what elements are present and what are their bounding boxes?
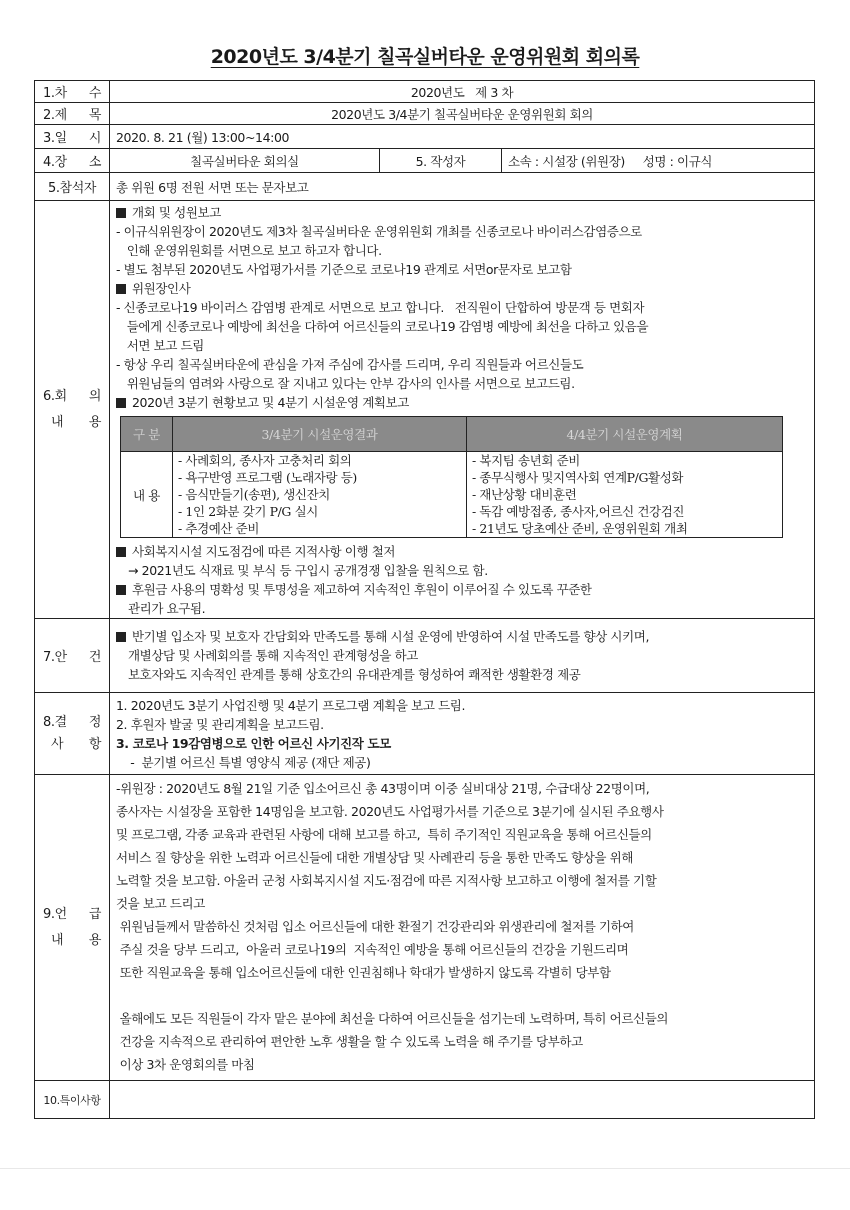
section-greeting-line: 위원님들의 염려와 사랑으로 잘 지내고 있다는 안부 감사의 인사를 서면으로 보고드림. <box>116 376 575 391</box>
decision-item: 3. 코로나 19감염병으로 인한 어르신 사기진작 도모 <box>116 735 391 751</box>
result-item: - 음식만들기(송편), 생신잔치 <box>178 487 330 502</box>
remark-line: 것을 보고 드리고 <box>116 896 205 911</box>
value-remarks <box>110 775 815 1081</box>
label-decisions: 8.결 정 사 항 <box>35 693 110 775</box>
value-subject: 2020년도 3/4분기 칠곡실버타운 운영위원회 회의 <box>110 103 815 125</box>
row-place <box>35 149 815 173</box>
header-plans: 4/4분기 시설운영계획 <box>467 417 783 452</box>
section-donation-line: 관리가 요구됨. <box>128 601 206 616</box>
row-session <box>35 81 815 103</box>
square-bullet-icon <box>116 585 126 595</box>
remark-line: 서비스 질 향상을 위한 노력과 어르신들에 대한 개별상담 및 사례관리 등을 통한 만족도 향상을 위해 <box>116 850 634 865</box>
square-bullet-icon <box>116 632 126 642</box>
agenda-head: 반기별 입소자 및 보호자 간담회와 만족도를 통해 시설 운영에 반영하여 시설 만족도를 향상 시키며, <box>116 627 808 646</box>
agenda-line: 개별상담 및 사례회의를 통해 지속적인 관계형성을 하고 <box>128 648 418 663</box>
square-bullet-icon <box>116 208 126 218</box>
value-decisions <box>110 693 815 775</box>
row-subject <box>35 103 815 125</box>
square-bullet-icon <box>116 547 126 557</box>
operation-plan-row <box>121 452 783 538</box>
section-inspection-head: 사회복지시설 지도점검에 따른 지적사항 이행 철저 <box>116 542 808 561</box>
square-bullet-icon <box>116 284 126 294</box>
label-place: 4.장 소 <box>35 149 110 173</box>
remark-line: 위원님들께서 말씀하신 것처럼 입소 어르신들에 대한 환절기 건강관리와 위생관리에 철저를 기하여 <box>116 919 634 934</box>
value-session: 2020년도 제 3 차 <box>110 81 815 103</box>
operation-plan-table <box>120 416 783 538</box>
document-title: 2020년도 3/4분기 칠곡실버타운 운영위원회 회의록 <box>210 46 640 68</box>
agenda-line: 보호자와도 지속적인 관계를 통해 상호간의 유대관계를 형성하여 쾌적한 생활환경 제공 <box>128 667 581 682</box>
section-greeting-line: - 항상 우리 칠곡실버타운에 관심을 가져 주심에 감사를 드리며, 우리 직원들과 어르신들도 <box>116 357 584 372</box>
row-agenda <box>35 619 815 693</box>
remark-line: 올해에도 모든 직원들이 각자 맡은 분야에 최선을 다하여 어르신들을 섬기는데 노력하며, 특히 어르신들의 <box>116 1011 669 1026</box>
remark-line: 노력할 것을 보고함. 아울러 군청 사회복지시설 지도·점검에 따른 지적사항 보고하고 이행에 철저를 기할 <box>116 873 657 888</box>
section-greeting-line: 들에게 신종코로나 예방에 최선을 다하여 어르신들의 코로나19 감염병 예방에 최선을 다하고 있음을 <box>116 319 649 334</box>
section-inspection-line: → 2021년도 식재료 및 부식 등 구입시 공개경쟁 입찰을 원칙으로 함. <box>128 563 488 578</box>
minutes-table <box>34 80 815 1119</box>
remark-line: 주실 것을 당부 드리고, 아울러 코로나19의 지속적인 예방을 통해 어르신들의 건강을 기원드리며 <box>116 942 629 957</box>
row-key-content: 내 용 <box>121 452 173 538</box>
section-greeting-line: 서면 보고 드림 <box>116 338 204 353</box>
value-special <box>110 1081 815 1119</box>
row-decisions <box>35 693 815 775</box>
plan-item: - 복지팀 송년회 준비 <box>472 453 580 468</box>
section-greeting-line: - 신종코로나19 바이러스 감염병 관계로 서면으로 보고 합니다. 전직원이 단합하여 방문객 등 면회자 <box>116 300 645 315</box>
header-results: 3/4분기 시설운영결과 <box>173 417 467 452</box>
section-opening-line: - 이규식위원장이 2020년도 제3차 칠곡실버타운 운영위원회 개최를 신종코로나 바이러스감염증으로 <box>116 224 642 239</box>
value-agenda <box>110 619 815 693</box>
section-donation-head: 후원금 사용의 명확성 및 투명성을 제고하여 지속적인 후원이 이루어질 수 있도록 꾸준한 <box>116 580 808 599</box>
section-greeting-head: 위원장인사 <box>116 279 808 298</box>
remark-line: 및 프로그램, 각종 교육과 관련된 사항에 대해 보고를 하고, 특히 주기적인 직원교육을 통해 어르신들의 <box>116 827 652 842</box>
row-attendees <box>35 173 815 201</box>
result-item: - 사례회의, 종사자 고충처리 회의 <box>178 453 352 468</box>
operation-plan-header <box>121 417 783 452</box>
decision-item: 1. 2020년도 3분기 사업진행 및 4분기 프로그램 계획을 보고 드림. <box>116 697 466 713</box>
header-category: 구 분 <box>121 417 173 452</box>
value-attendees: 총 위원 6명 전원 서면 또는 문자보고 <box>110 173 815 201</box>
value-meeting <box>110 201 815 619</box>
remark-line: -위원장 : 2020년도 8월 21일 기준 입소어르신 총 43명이며 이중 실비대상 21명, 수급대상 22명이며, <box>116 781 650 796</box>
plan-item: - 종무식행사 및지역사회 연계P/G활성화 <box>472 470 684 485</box>
row-meeting <box>35 201 815 619</box>
label-date: 3.일 시 <box>35 125 110 149</box>
value-date: 2020. 8. 21 (월) 13:00~14:00 <box>110 125 815 149</box>
label-meeting: 6.회 의 내 용 <box>35 201 110 619</box>
label-session: 1.차 수 <box>35 81 110 103</box>
decision-item: 2. 후원자 발굴 및 관리계획을 보고드림. <box>116 716 324 732</box>
remark-line: 이상 3차 운영회의를 마침 <box>116 1057 255 1072</box>
section-opening-head: 개회 및 성원보고 <box>116 203 808 222</box>
value-writer: 소속 : 시설장 (위원장) 성명 : 이규식 <box>502 149 815 173</box>
square-bullet-icon <box>116 398 126 408</box>
result-item: - 욕구반영 프로그램 (노래자랑 등) <box>178 470 357 485</box>
label-special: 10.특이사항 <box>35 1081 110 1119</box>
page-edge-divider <box>0 1168 850 1169</box>
remark-line: 종사자는 시설장을 포함한 14명임을 보고함. 2020년도 사업평가서를 기준으로 3분기에 실시된 주요행사 <box>116 804 664 819</box>
results-cell <box>173 452 467 538</box>
row-date <box>35 125 815 149</box>
section-opening-line: - 별도 첨부된 2020년도 사업평가서를 기준으로 코로나19 관계로 서면or문자로 보고함 <box>116 262 572 277</box>
remark-line: 건강을 지속적으로 관리하여 편안한 노후 생활을 할 수 있도록 노력을 해 주기를 당부하고 <box>116 1034 583 1049</box>
result-item: - 추경예산 준비 <box>178 521 260 536</box>
label-remarks: 9.언 급 내 용 <box>35 775 110 1081</box>
value-place: 칠곡실버타운 회의실 <box>110 149 380 173</box>
label-agenda: 7.안 건 <box>35 619 110 693</box>
plan-item: - 21년도 당초예산 준비, 운영위원회 개최 <box>472 521 688 536</box>
label-attendees: 5.참석자 <box>35 173 110 201</box>
remark-line: 또한 직원교육을 통해 입소어르신들에 대한 인권침해나 학대가 발생하지 않도록 각별히 당부함 <box>116 965 611 980</box>
remark-line <box>116 984 808 1007</box>
result-item: - 1인 2화분 갖기 P/G 실시 <box>178 504 318 519</box>
row-special <box>35 1081 815 1119</box>
plans-cell <box>467 452 783 538</box>
label-subject: 2.제 목 <box>35 103 110 125</box>
section-opening-line: 인해 운영위원회를 서면으로 보고 하고자 합니다. <box>116 243 382 258</box>
plan-item: - 재난상황 대비훈련 <box>472 487 577 502</box>
row-remarks <box>35 775 815 1081</box>
label-writer: 5. 작성자 <box>380 149 502 173</box>
plan-item: - 독감 예방접종, 종사자,어르신 건강검진 <box>472 504 685 519</box>
decision-item: - 분기별 어르신 특별 영양식 제공 (재단 제공) <box>116 754 371 770</box>
section-report-head: 2020년 3분기 현황보고 및 4분기 시설운영 계획보고 <box>116 393 808 412</box>
